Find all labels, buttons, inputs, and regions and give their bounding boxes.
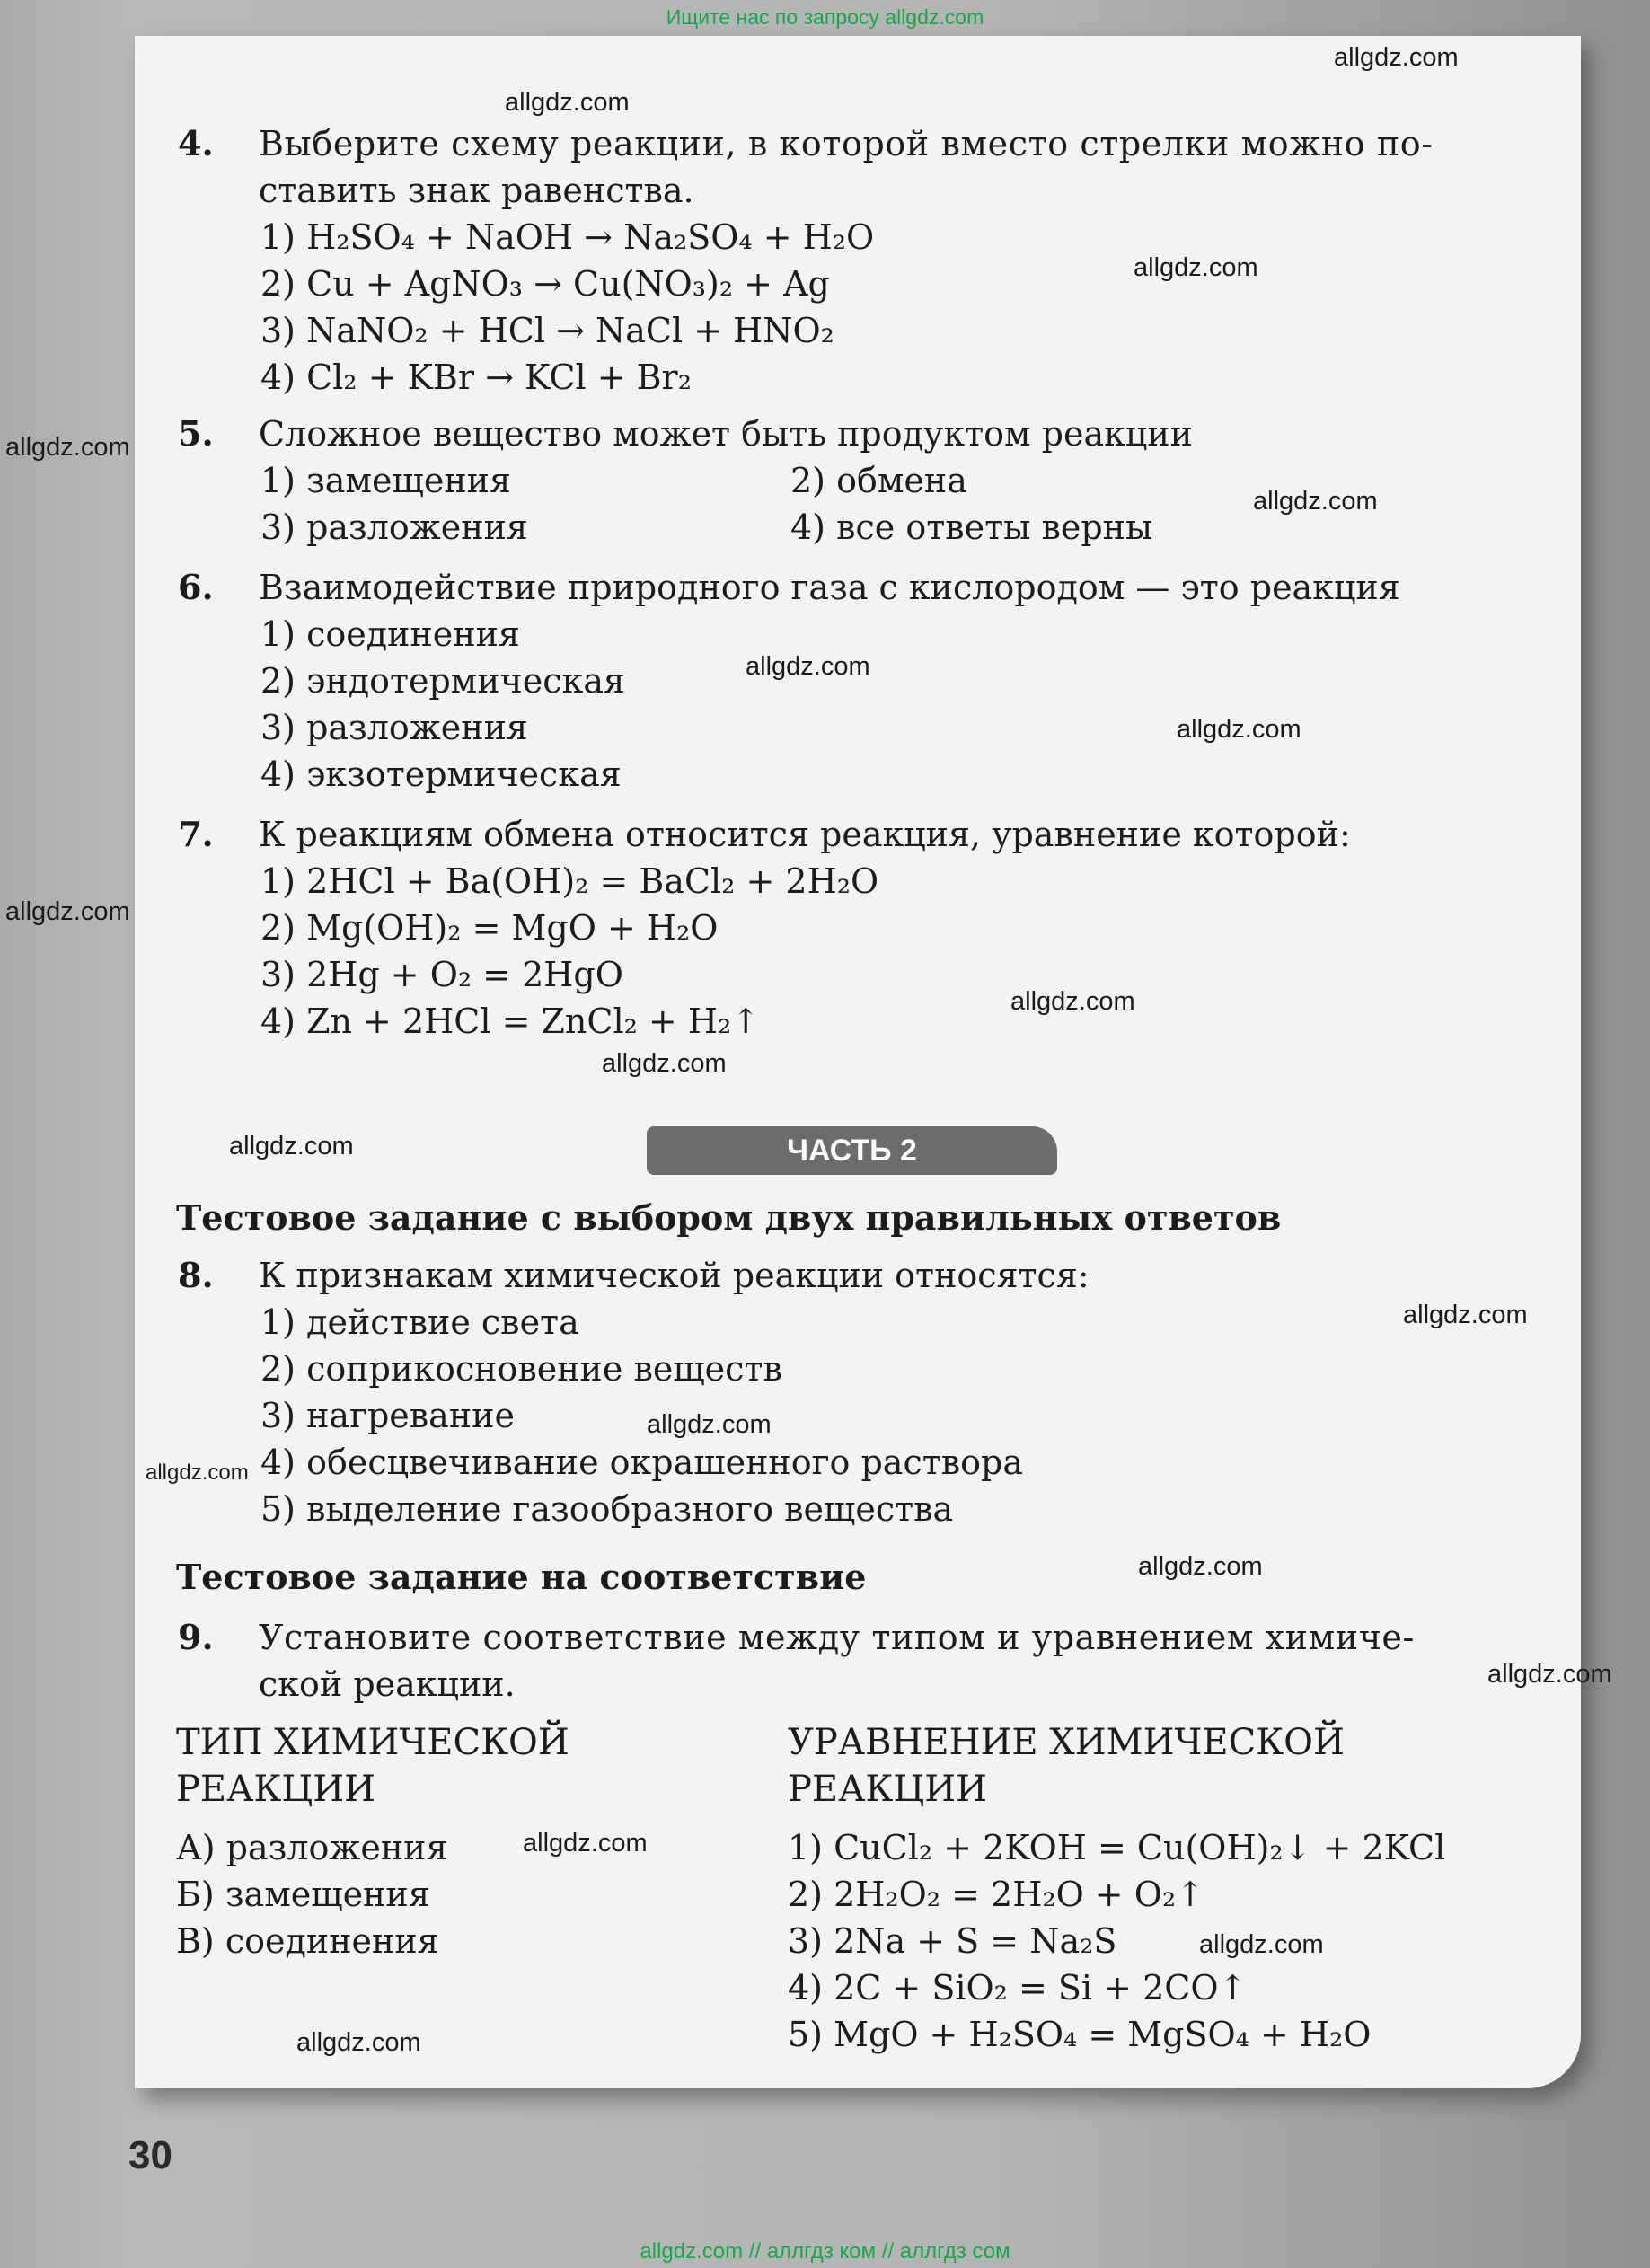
question-7-option-2: 2) Mg(OH)₂ = MgO + H₂O (260, 908, 719, 948)
question-6-number: 6. (178, 567, 214, 607)
question-9-number: 9. (178, 1617, 214, 1657)
watermark-text: allgdz.com (1403, 1301, 1528, 1329)
watermark-text: allgdz.com (229, 1132, 354, 1160)
bottom-banner[interactable]: allgdz.com // аллгдз ком // аллгдз сом (640, 2239, 1010, 2264)
watermark-text: allgdz.com (146, 1461, 249, 1485)
watermark-text: allgdz.com (1253, 487, 1378, 516)
watermark-text: allgdz.com (5, 897, 130, 926)
watermark-text: allgdz.com (523, 1829, 648, 1858)
question-7-text: К реакциям обмена относится реакция, уравнение которой: (259, 815, 1351, 854)
equation-1: 1) CuCl₂ + 2KOH = Cu(OH)₂↓ + 2KCl (788, 1828, 1446, 1867)
watermark-text: allgdz.com (1134, 253, 1258, 282)
question-4-option-1: 1) H₂SO₄ + NaOH → Na₂SO₄ + H₂O (260, 217, 875, 257)
question-5-option-3: 3) разложения (260, 507, 528, 547)
watermark-text: allgdz.com (1487, 1660, 1612, 1689)
watermark-text: allgdz.com (1138, 1552, 1263, 1581)
question-6-option-2: 2) эндотермическая (260, 661, 625, 701)
question-7-option-3: 3) 2Hg + O₂ = 2HgO (260, 955, 623, 994)
question-6-option-1: 1) соединения (260, 614, 520, 654)
column-type-header: ТИП ХИМИЧЕСКОЙ (176, 1722, 569, 1763)
question-4-option-4: 4) Cl₂ + KBr → KCl + Br₂ (260, 357, 692, 397)
watermark-text: allgdz.com (1010, 987, 1135, 1016)
watermark-text: allgdz.com (1199, 1930, 1324, 1959)
question-7-option-1: 1) 2HCl + Ba(OH)₂ = BaCl₂ + 2H₂O (260, 861, 879, 901)
question-8-option-3: 3) нагревание (260, 1396, 515, 1435)
reaction-type-c: В) соединения (176, 1921, 439, 1961)
watermark-text: allgdz.com (602, 1049, 727, 1078)
watermark-text: allgdz.com (5, 433, 130, 462)
question-5-text: Сложное вещество может быть продуктом реакции (259, 414, 1193, 454)
question-8-text: К признакам химической реакции относятся: (259, 1256, 1090, 1295)
equation-4: 4) 2C + SiO₂ = Si + 2CO↑ (788, 1968, 1248, 2008)
question-9-text-cont: ской реакции. (259, 1664, 516, 1704)
question-6-option-4: 4) экзотермическая (260, 755, 622, 794)
question-9-text: Установите соответствие между типом и уравнением химиче- (259, 1618, 1415, 1657)
question-7-number: 7. (178, 814, 214, 854)
question-8-option-1: 1) действие света (260, 1302, 579, 1342)
question-5-number: 5. (178, 413, 214, 454)
page-number: 30 (128, 2133, 172, 2177)
question-5-option-2: 2) обмена (790, 461, 967, 500)
watermark-text: allgdz.com (296, 2028, 421, 2057)
equation-2: 2) 2H₂O₂ = 2H₂O + O₂↑ (788, 1875, 1204, 1914)
question-4-option-2: 2) Cu + AgNO₃ → Cu(NO₃)₂ + Ag (260, 264, 830, 304)
question-7-option-4: 4) Zn + 2HCl = ZnCl₂ + H₂↑ (260, 1002, 761, 1041)
watermark-text: allgdz.com (505, 88, 630, 117)
reaction-type-a: А) разложения (176, 1828, 448, 1867)
question-6-option-3: 3) разложения (260, 708, 528, 747)
part-2-badge: ЧАСТЬ 2 (647, 1126, 1057, 1175)
watermark-text: allgdz.com (647, 1410, 772, 1439)
question-5-option-4: 4) все ответы верны (790, 507, 1153, 547)
question-8-number: 8. (178, 1255, 214, 1295)
watermark-text: allgdz.com (1177, 715, 1301, 744)
question-8-option-4: 4) обесцвечивание окрашенного раствора (260, 1443, 1024, 1482)
section-heading-matching: Тестовое задание на соответствие (176, 1557, 867, 1597)
watermark-text: allgdz.com (1334, 43, 1459, 72)
top-banner[interactable]: Ищите нас по запросу allgdz.com (666, 5, 984, 29)
question-4-text: Выберите схему реакции, в которой вместо стрелки можно по- (259, 124, 1434, 163)
question-4-text-cont: ставить знак равенства. (259, 171, 694, 210)
question-6-text: Взаимодействие природного газа с кислородом — это реакция (259, 568, 1400, 607)
question-8-option-2: 2) соприкосновение веществ (260, 1349, 782, 1389)
question-5-option-1: 1) замещения (260, 461, 511, 500)
question-4-number: 4. (178, 123, 214, 163)
equation-3: 3) 2Na + S = Na₂S (788, 1921, 1117, 1961)
reaction-type-b: Б) замещения (176, 1875, 430, 1914)
column-equation-header-cont: РЕАКЦИИ (788, 1769, 988, 1810)
column-equation-header: УРАВНЕНИЕ ХИМИЧЕСКОЙ (788, 1722, 1345, 1763)
section-heading-two-answers: Тестовое задание с выбором двух правильных ответов (176, 1197, 1282, 1238)
question-8-option-5: 5) выделение газообразного вещества (260, 1489, 954, 1529)
column-type-header-cont: РЕАКЦИИ (176, 1769, 376, 1810)
watermark-text: allgdz.com (746, 652, 870, 681)
question-4-option-3: 3) NaNO₂ + HCl → NaCl + HNO₂ (260, 311, 834, 350)
equation-5: 5) MgO + H₂SO₄ = MgSO₄ + H₂O (788, 2015, 1372, 2054)
